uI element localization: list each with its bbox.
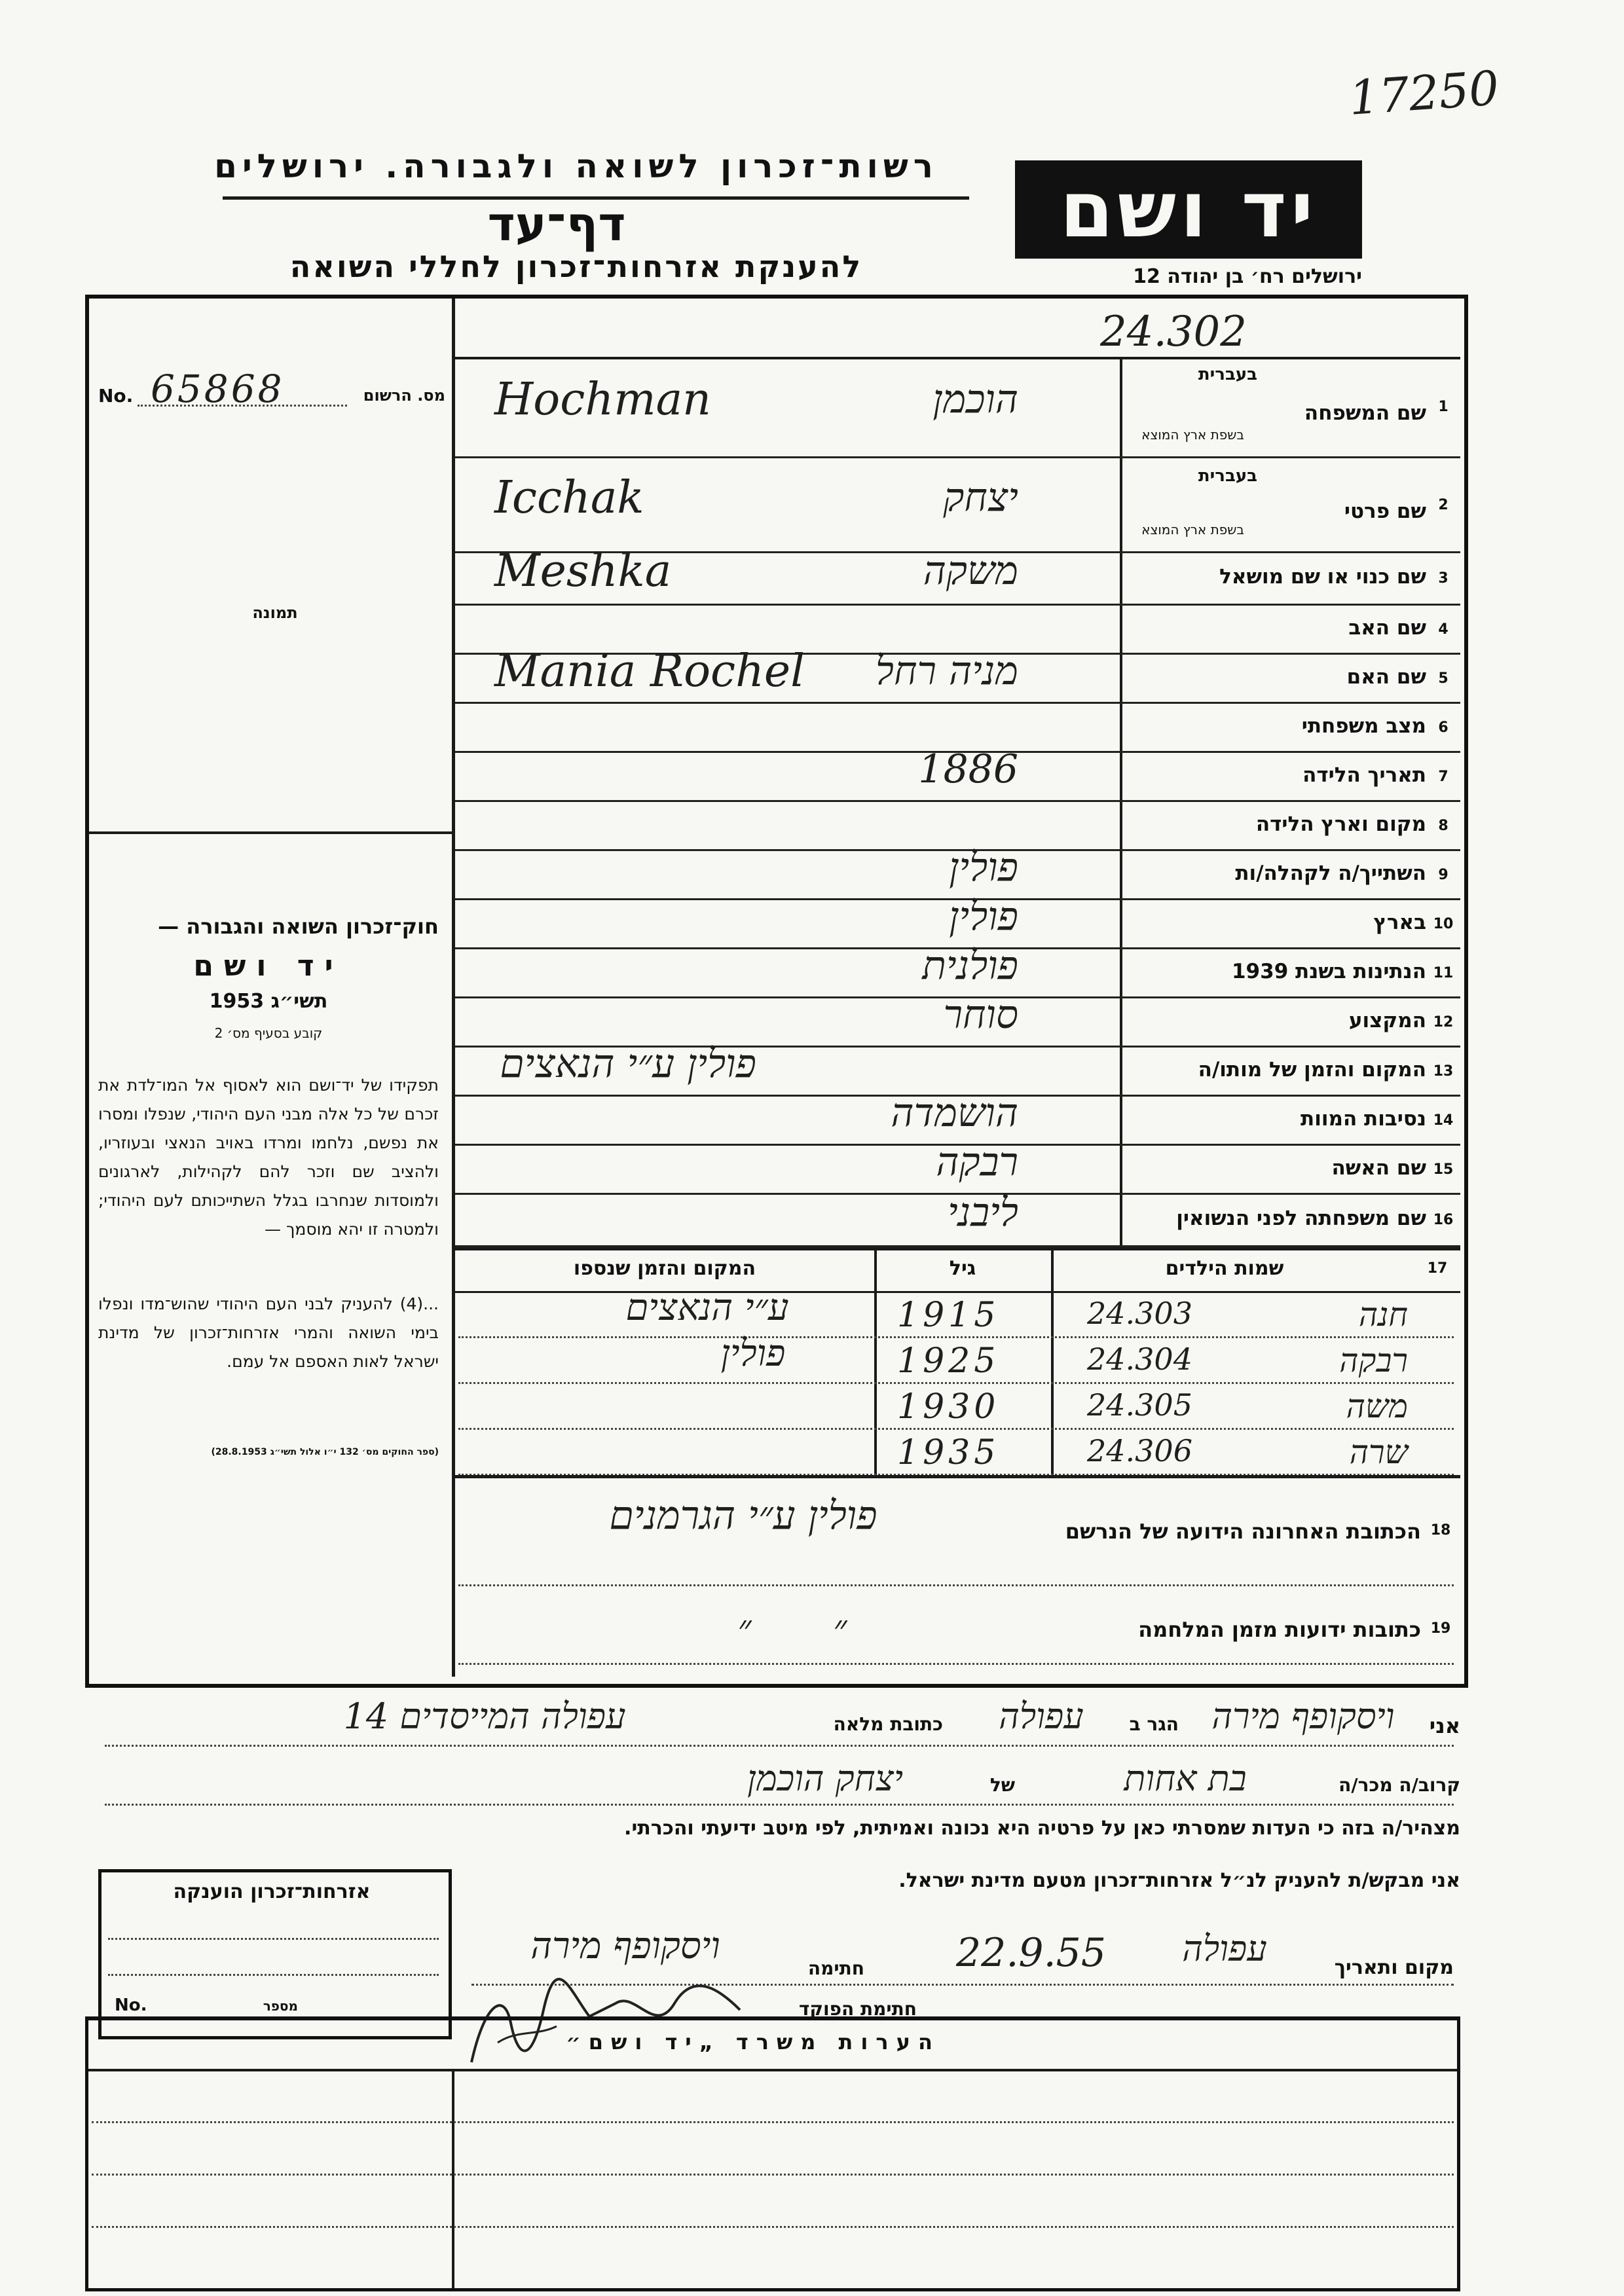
child-birth-year: 1915 — [897, 1296, 1000, 1335]
field-row-5 — [455, 645, 1460, 704]
field-17-number: 17 — [1427, 1260, 1448, 1277]
children-place-header: המקום והזמן שנספו — [573, 1257, 756, 1280]
field-label: תאריך הלידה — [1302, 763, 1426, 787]
field-sublabel-hebrew: בעברית — [1198, 466, 1257, 486]
field-row-2 — [455, 458, 1460, 553]
field-label: בארץ — [1373, 910, 1426, 934]
field-18-number: 18 — [1430, 1522, 1451, 1539]
notes-box — [85, 2016, 1460, 2291]
children-row-rule — [458, 1382, 1454, 1384]
ani-label: אני — [1429, 1713, 1460, 1738]
field-value-hebrew: פולין ע״י הנאצים — [500, 1040, 756, 1087]
children-names-header: שמות הילדים — [1165, 1257, 1284, 1280]
logo-address: ירושלים רח׳ בן יהודה 12 — [1133, 265, 1362, 288]
child-birth-year: 1925 — [897, 1341, 1000, 1381]
field-number: 15 — [1433, 1161, 1454, 1178]
field-label: מצב משפחתי — [1301, 714, 1426, 738]
place-date-label: מקום ותאריך — [1334, 1956, 1454, 1979]
officer-signature-label: חתימת הפוקד — [798, 1998, 917, 2020]
citizenship-box-no-label: No. — [115, 1995, 147, 2015]
law-source: (ספר החוקים מס׳ 132 י״ו אלול תשי״ג 28.8.1953) — [211, 1447, 439, 1457]
of-name: יצחק הוכמן — [747, 1758, 904, 1799]
citizenship-box-title: אזרחות־זכרון הוענקה — [173, 1880, 371, 1903]
field-number: 4 — [1438, 621, 1449, 638]
field-number: 8 — [1438, 817, 1449, 834]
declarant-signature: ויסקופף מירה — [530, 1925, 720, 1967]
notes-line-2 — [92, 2174, 1454, 2176]
children-row-rule — [458, 1428, 1454, 1430]
field-value-latin: Hochman — [494, 373, 711, 426]
declaration-row-1-dots — [105, 1745, 1454, 1747]
field-row-1 — [455, 357, 1460, 458]
declaration-row-1 — [98, 1696, 1460, 1745]
field-value-latin: Meshka — [494, 545, 672, 597]
field-19-dots — [458, 1663, 1454, 1665]
citizenship-box — [98, 1869, 452, 2039]
field-number: 5 — [1438, 670, 1449, 687]
child-name: משה — [1346, 1387, 1408, 1425]
field-19-number: 19 — [1430, 1620, 1451, 1637]
field-label: שם האב — [1348, 615, 1426, 640]
resides-label: הגר ב — [1129, 1713, 1179, 1735]
field-number: 12 — [1433, 1013, 1454, 1030]
field-value-hebrew: הושמדה — [891, 1089, 1018, 1136]
declaration-row-2-dots — [105, 1804, 1454, 1806]
registration-label-en: No. — [98, 385, 134, 407]
children-col-div-1 — [1051, 1250, 1054, 1476]
children-age-header: גיל — [949, 1257, 976, 1280]
field-label: הנתינות בשנת 1939 — [1231, 959, 1426, 983]
children-row-rule — [458, 1336, 1454, 1338]
notes-col-div — [452, 2069, 454, 2288]
field-18-dots — [458, 1584, 1454, 1586]
field-label: מקום וארץ הלידה — [1255, 812, 1426, 836]
field-value-hebrew: יצחק — [943, 474, 1018, 520]
child-birth-year: 1935 — [897, 1433, 1000, 1472]
field-label: שם פרטי — [1344, 499, 1426, 523]
field-value-hebrew: ליבני — [948, 1190, 1018, 1235]
declaration-row-2 — [98, 1758, 1460, 1807]
form-title: דף־עד — [487, 196, 626, 251]
field-label: המקום והזמן של מותו/ה — [1198, 1057, 1426, 1082]
field-sublabel-origin-language: בשפת ארץ המוצא — [1141, 522, 1244, 538]
field-number: 14 — [1433, 1112, 1454, 1129]
field-value-hebrew: סוחר — [943, 991, 1018, 1038]
child-sheet-number: 24.306 — [1087, 1433, 1192, 1468]
registration-label-he: מס. הרשום — [363, 386, 445, 405]
registration-number: 65868 — [151, 367, 285, 411]
field-18-value: פולין ע״י הגרמנים — [609, 1493, 877, 1539]
law-clause: קובע בסעיף מס׳ 2 — [214, 1025, 323, 1041]
field-value-hebrew: פולנית — [922, 942, 1018, 989]
field-number: 7 — [1438, 768, 1449, 785]
field-row-15 — [455, 1139, 1460, 1195]
field-19-label: כתובות ידועות מזמן המלחמה — [1138, 1617, 1421, 1642]
field-label: שם האשה — [1331, 1156, 1426, 1180]
field-value-hebrew: הוכמן — [932, 376, 1018, 422]
yad-vashem-logo: יד ושם — [1015, 160, 1362, 259]
field-value-latin: Icchak — [494, 471, 644, 524]
field-number: 1 — [1438, 398, 1449, 415]
field-value-hebrew: פולין — [949, 893, 1018, 939]
field-value-hebrew: 1886 — [918, 746, 1018, 792]
field-number: 16 — [1433, 1212, 1454, 1228]
field-value-hebrew: רבקה — [936, 1139, 1018, 1185]
law-year: תשי״ג 1953 — [209, 990, 328, 1013]
declaration-statement-2: אני מבקש/ת להעניק לנ״ל אזרחות־זכרון מטעם מדינת ישראל. — [898, 1869, 1460, 1892]
law-name: יד ושם — [193, 949, 344, 983]
place-value: עפולה — [1182, 1928, 1267, 1969]
address-label: כתובת מלאה — [833, 1713, 943, 1735]
field-number: 3 — [1438, 570, 1449, 587]
law-title: חוק־זכרון השואה והגבורה — — [158, 914, 439, 939]
notes-line-1 — [92, 2121, 1454, 2123]
field-label: המקצוע — [1348, 1008, 1426, 1032]
child-sheet-number: 24.303 — [1087, 1296, 1192, 1331]
field-sublabel-hebrew: בעברית — [1198, 365, 1257, 384]
relation-value: בת אחות — [1124, 1758, 1247, 1799]
field-label: שם כנוי או שם מושאל — [1219, 565, 1426, 589]
photo-label: תמונה — [252, 604, 298, 622]
child-name: חנה — [1358, 1296, 1408, 1334]
registration-dots — [138, 405, 347, 407]
citizenship-box-line-2 — [108, 1974, 439, 1976]
full-address: עפולה המייסדים 14 — [343, 1696, 626, 1737]
field-19-value: ״ ״ — [737, 1607, 847, 1650]
form-subtitle: להענקת אזרחות־זכרון לחללי השואה — [289, 249, 863, 284]
field-value-latin: Mania Rochel — [494, 645, 805, 697]
field-number: 13 — [1433, 1063, 1454, 1080]
notes-header-rule — [88, 2069, 1457, 2071]
field-number: 11 — [1433, 964, 1454, 981]
citizenship-box-number-label: מספר — [263, 1998, 298, 2014]
field-value-hebrew: מניה רחל — [875, 647, 1018, 694]
field-value-hebrew: משקה — [923, 548, 1018, 594]
child-name: רבקה — [1339, 1341, 1408, 1379]
field-label: שם המשפחה — [1304, 401, 1426, 425]
resides-city: עפולה — [999, 1696, 1084, 1737]
child-sheet-number: 24.304 — [1087, 1341, 1192, 1377]
field-number: 6 — [1438, 719, 1449, 736]
field-row-16 — [455, 1190, 1460, 1247]
field-sublabel-origin-language: בשפת ארץ המוצא — [1141, 427, 1244, 443]
children-col-div-2 — [874, 1250, 877, 1476]
relative-label: קרוב/ה מכר/ה — [1338, 1774, 1460, 1796]
child-name: שרה — [1349, 1433, 1408, 1471]
photo-bottom-rule — [89, 831, 452, 834]
field-18-label: הכתובת האחרונה הידועה של הנרשם — [1065, 1519, 1421, 1544]
field-label: נסיבות המוות — [1301, 1106, 1426, 1131]
field-number: 10 — [1433, 915, 1454, 932]
child-place: ע״י הנאצים — [625, 1286, 789, 1329]
law-paragraph-1: תפקידו של יד־ושם הוא לאסוף אל המו־לדת את זכרם של כל אלה מבני העם היהודי, שנפלו ומסרו את נפשם, נלחמו ומרדו באויב הנאצי ובעוזריו, ולהציב שם וזכר להם לקהילות, לארגונים ולמוסדות שנחרבו בגלל השתייכותם לעם היהודי; ולמטרה זו יהא מוסמך — — [98, 1076, 439, 1239]
of-label: של — [989, 1774, 1015, 1796]
file-number: 17250 — [1347, 60, 1501, 126]
signature-label: חתימה — [807, 1958, 864, 1979]
declaration-statement-1: מצהיר/ה בזה כי העדות שמסרתי כאן על פרטיה היא נכונה ואמיתית, לפי מיטב ידיעתי והכרתי. — [624, 1817, 1460, 1840]
children-header-rule — [455, 1247, 1460, 1250]
field-label: שם משפחתה לפני הנשואין — [1176, 1207, 1426, 1230]
children-bottom-rule — [455, 1475, 1460, 1478]
field-label: שם האם — [1346, 665, 1426, 689]
authority-title: רשות־זכרון לשואה ולגבורה. ירושלים — [214, 147, 938, 185]
field-row-7 — [455, 746, 1460, 802]
notes-line-3 — [92, 2226, 1454, 2228]
notes-title: הערות משרד „יד ושם״ — [566, 2030, 940, 2054]
law-paragraph-2: ...(4) להעניק לבני העם היהודי שהוש־מדו ונפלו בימי השואה והמרי אזרחות־זכרון של מדינת ישראל לאות האספם אל עמם. — [98, 1294, 439, 1371]
child-sheet-number: 24.305 — [1087, 1387, 1192, 1423]
date-value: 22.9.55 — [956, 1930, 1107, 1976]
citizenship-box-line-1 — [108, 1938, 439, 1940]
sheet-number: 24.302 — [1100, 308, 1247, 356]
field-value-hebrew: פולין — [949, 844, 1018, 890]
declarant-name: ויסקופף מירה — [1211, 1696, 1395, 1737]
field-label: השתייך/ה לקהלה/ות — [1235, 861, 1426, 885]
field-number: 2 — [1438, 496, 1449, 513]
child-place: פולין — [720, 1332, 786, 1375]
child-birth-year: 1930 — [897, 1387, 1000, 1427]
field-row-3 — [455, 545, 1460, 606]
field-number: 9 — [1438, 866, 1449, 883]
